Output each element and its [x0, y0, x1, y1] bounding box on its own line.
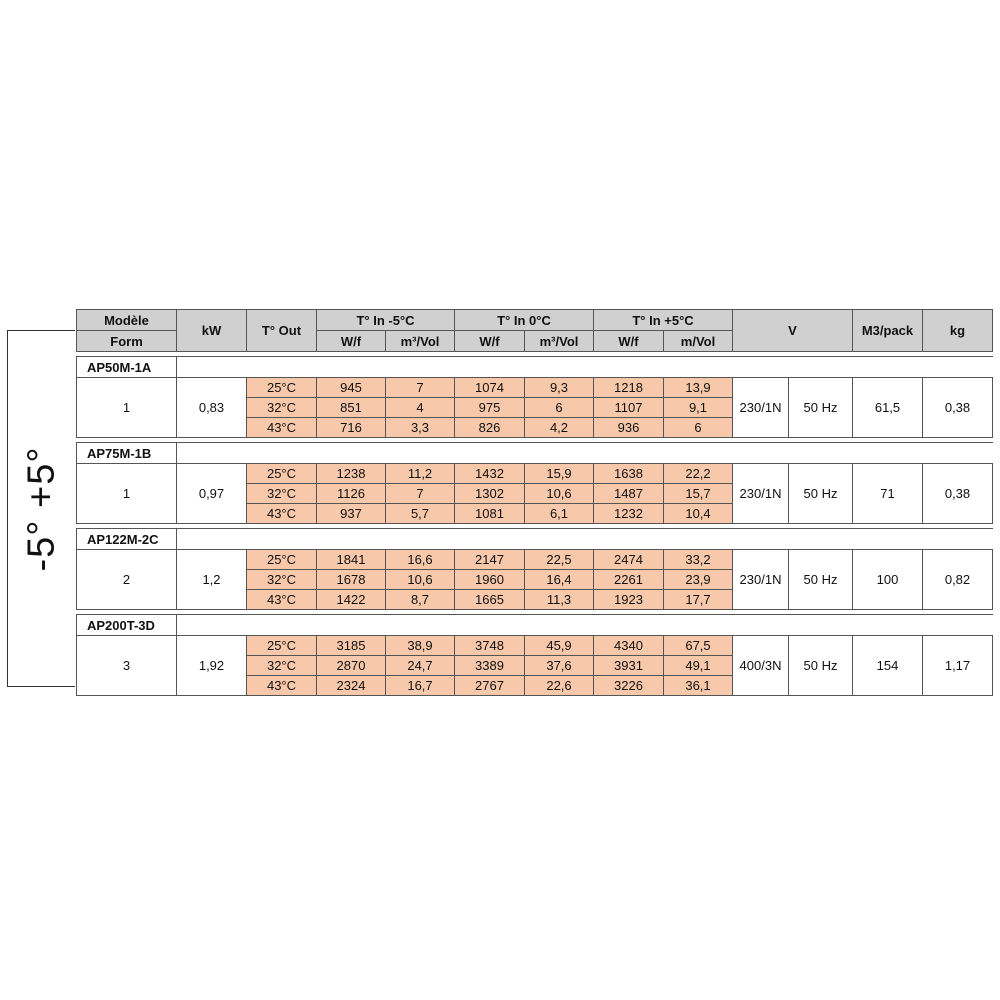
value-cell: 3931 — [594, 656, 664, 676]
header-model: Modèle — [77, 310, 177, 331]
header-wf: W/f — [594, 331, 664, 352]
header-wf: W/f — [455, 331, 525, 352]
frequency-cell: 50 Hz — [789, 464, 853, 524]
value-cell: 22,6 — [525, 676, 594, 696]
m3pack-cell: 71 — [853, 464, 923, 524]
value-cell: 1126 — [317, 484, 386, 504]
header-tin-minus5: T° In -5°C — [317, 310, 455, 331]
model-name-spacer — [177, 529, 993, 550]
voltage-cell: 400/3N — [733, 636, 789, 696]
header-m3vol: m³/Vol — [525, 331, 594, 352]
value-cell: 22,5 — [525, 550, 594, 570]
value-cell: 1232 — [594, 504, 664, 524]
value-cell: 1074 — [455, 378, 525, 398]
tout-cell: 32°C — [247, 570, 317, 590]
m3pack-cell: 61,5 — [853, 378, 923, 438]
value-cell: 1923 — [594, 590, 664, 610]
value-cell: 3748 — [455, 636, 525, 656]
header-m3vol: m³/Vol — [386, 331, 455, 352]
header-tout: T° Out — [247, 310, 317, 352]
voltage-cell: 230/1N — [733, 464, 789, 524]
value-cell: 6,1 — [525, 504, 594, 524]
value-cell: 5,7 — [386, 504, 455, 524]
value-cell: 15,7 — [664, 484, 733, 504]
value-cell: 7 — [386, 484, 455, 504]
value-cell: 11,2 — [386, 464, 455, 484]
model-name-spacer — [177, 615, 993, 636]
header-kw: kW — [177, 310, 247, 352]
value-cell: 4,2 — [525, 418, 594, 438]
header-tin-plus5: T° In +5°C — [594, 310, 733, 331]
form-cell: 1 — [77, 464, 177, 524]
tout-cell: 43°C — [247, 590, 317, 610]
table-row — [77, 378, 993, 398]
model-name: AP122M-2C — [77, 529, 177, 550]
voltage-cell: 230/1N — [733, 550, 789, 610]
value-cell: 3185 — [317, 636, 386, 656]
value-cell: 23,9 — [664, 570, 733, 590]
value-cell: 1238 — [317, 464, 386, 484]
value-cell: 7 — [386, 378, 455, 398]
value-cell: 16,6 — [386, 550, 455, 570]
value-cell: 10,6 — [386, 570, 455, 590]
value-cell: 11,3 — [525, 590, 594, 610]
value-cell: 38,9 — [386, 636, 455, 656]
value-cell: 10,6 — [525, 484, 594, 504]
kw-cell: 0,97 — [177, 464, 247, 524]
value-cell: 2767 — [455, 676, 525, 696]
form-cell: 1 — [77, 378, 177, 438]
value-cell: 851 — [317, 398, 386, 418]
model-name: AP75M-1B — [77, 443, 177, 464]
value-cell: 937 — [317, 504, 386, 524]
value-cell: 2324 — [317, 676, 386, 696]
value-cell: 2474 — [594, 550, 664, 570]
table-row — [77, 464, 993, 484]
value-cell: 1081 — [455, 504, 525, 524]
temperature-range-label — [7, 330, 75, 687]
value-cell: 36,1 — [664, 676, 733, 696]
tout-cell: 32°C — [247, 398, 317, 418]
value-cell: 9,3 — [525, 378, 594, 398]
value-cell: 1422 — [317, 590, 386, 610]
value-cell: 945 — [317, 378, 386, 398]
value-cell: 1107 — [594, 398, 664, 418]
value-cell: 16,4 — [525, 570, 594, 590]
tout-cell: 43°C — [247, 418, 317, 438]
value-cell: 936 — [594, 418, 664, 438]
tout-cell: 25°C — [247, 464, 317, 484]
tout-cell: 43°C — [247, 676, 317, 696]
value-cell: 1841 — [317, 550, 386, 570]
model-name-spacer — [177, 357, 993, 378]
header-mvol: m/Vol — [664, 331, 733, 352]
value-cell: 9,1 — [664, 398, 733, 418]
value-cell: 826 — [455, 418, 525, 438]
value-cell: 716 — [317, 418, 386, 438]
m3pack-cell: 154 — [853, 636, 923, 696]
tout-cell: 25°C — [247, 550, 317, 570]
tout-cell: 25°C — [247, 378, 317, 398]
frequency-cell: 50 Hz — [789, 550, 853, 610]
value-cell: 6 — [525, 398, 594, 418]
value-cell: 24,7 — [386, 656, 455, 676]
value-cell: 2261 — [594, 570, 664, 590]
value-cell: 4340 — [594, 636, 664, 656]
value-cell: 1960 — [455, 570, 525, 590]
value-cell: 3,3 — [386, 418, 455, 438]
value-cell: 37,6 — [525, 656, 594, 676]
kw-cell: 1,2 — [177, 550, 247, 610]
value-cell: 1638 — [594, 464, 664, 484]
value-cell: 975 — [455, 398, 525, 418]
spec-table — [76, 309, 993, 696]
model-name: AP50M-1A — [77, 357, 177, 378]
value-cell: 1665 — [455, 590, 525, 610]
value-cell: 22,2 — [664, 464, 733, 484]
header-wf: W/f — [317, 331, 386, 352]
header-voltage: V — [733, 310, 853, 352]
value-cell: 1218 — [594, 378, 664, 398]
value-cell: 2870 — [317, 656, 386, 676]
value-cell: 6 — [664, 418, 733, 438]
model-name: AP200T-3D — [77, 615, 177, 636]
value-cell: 1432 — [455, 464, 525, 484]
tout-cell: 32°C — [247, 656, 317, 676]
value-cell: 1302 — [455, 484, 525, 504]
tout-cell: 32°C — [247, 484, 317, 504]
form-cell: 3 — [77, 636, 177, 696]
value-cell: 49,1 — [664, 656, 733, 676]
value-cell: 45,9 — [525, 636, 594, 656]
temperature-range-text: -5° +5° — [20, 445, 62, 572]
kg-cell: 0,38 — [923, 464, 993, 524]
value-cell: 3226 — [594, 676, 664, 696]
tout-cell: 43°C — [247, 504, 317, 524]
value-cell: 13,9 — [664, 378, 733, 398]
header-tin-0: T° In 0°C — [455, 310, 594, 331]
kg-cell: 1,17 — [923, 636, 993, 696]
value-cell: 3389 — [455, 656, 525, 676]
frequency-cell: 50 Hz — [789, 378, 853, 438]
kg-cell: 0,38 — [923, 378, 993, 438]
form-cell: 2 — [77, 550, 177, 610]
value-cell: 10,4 — [664, 504, 733, 524]
value-cell: 1487 — [594, 484, 664, 504]
value-cell: 17,7 — [664, 590, 733, 610]
frequency-cell: 50 Hz — [789, 636, 853, 696]
voltage-cell: 230/1N — [733, 378, 789, 438]
value-cell: 15,9 — [525, 464, 594, 484]
m3pack-cell: 100 — [853, 550, 923, 610]
value-cell: 67,5 — [664, 636, 733, 656]
kw-cell: 0,83 — [177, 378, 247, 438]
table-row — [77, 636, 993, 656]
value-cell: 1678 — [317, 570, 386, 590]
header-m3pack: M3/pack — [853, 310, 923, 352]
value-cell: 16,7 — [386, 676, 455, 696]
header-form: Form — [77, 331, 177, 352]
value-cell: 33,2 — [664, 550, 733, 570]
kw-cell: 1,92 — [177, 636, 247, 696]
table-row — [77, 550, 993, 570]
model-name-spacer — [177, 443, 993, 464]
value-cell: 2147 — [455, 550, 525, 570]
value-cell: 8,7 — [386, 590, 455, 610]
header-kg: kg — [923, 310, 993, 352]
kg-cell: 0,82 — [923, 550, 993, 610]
value-cell: 4 — [386, 398, 455, 418]
tout-cell: 25°C — [247, 636, 317, 656]
